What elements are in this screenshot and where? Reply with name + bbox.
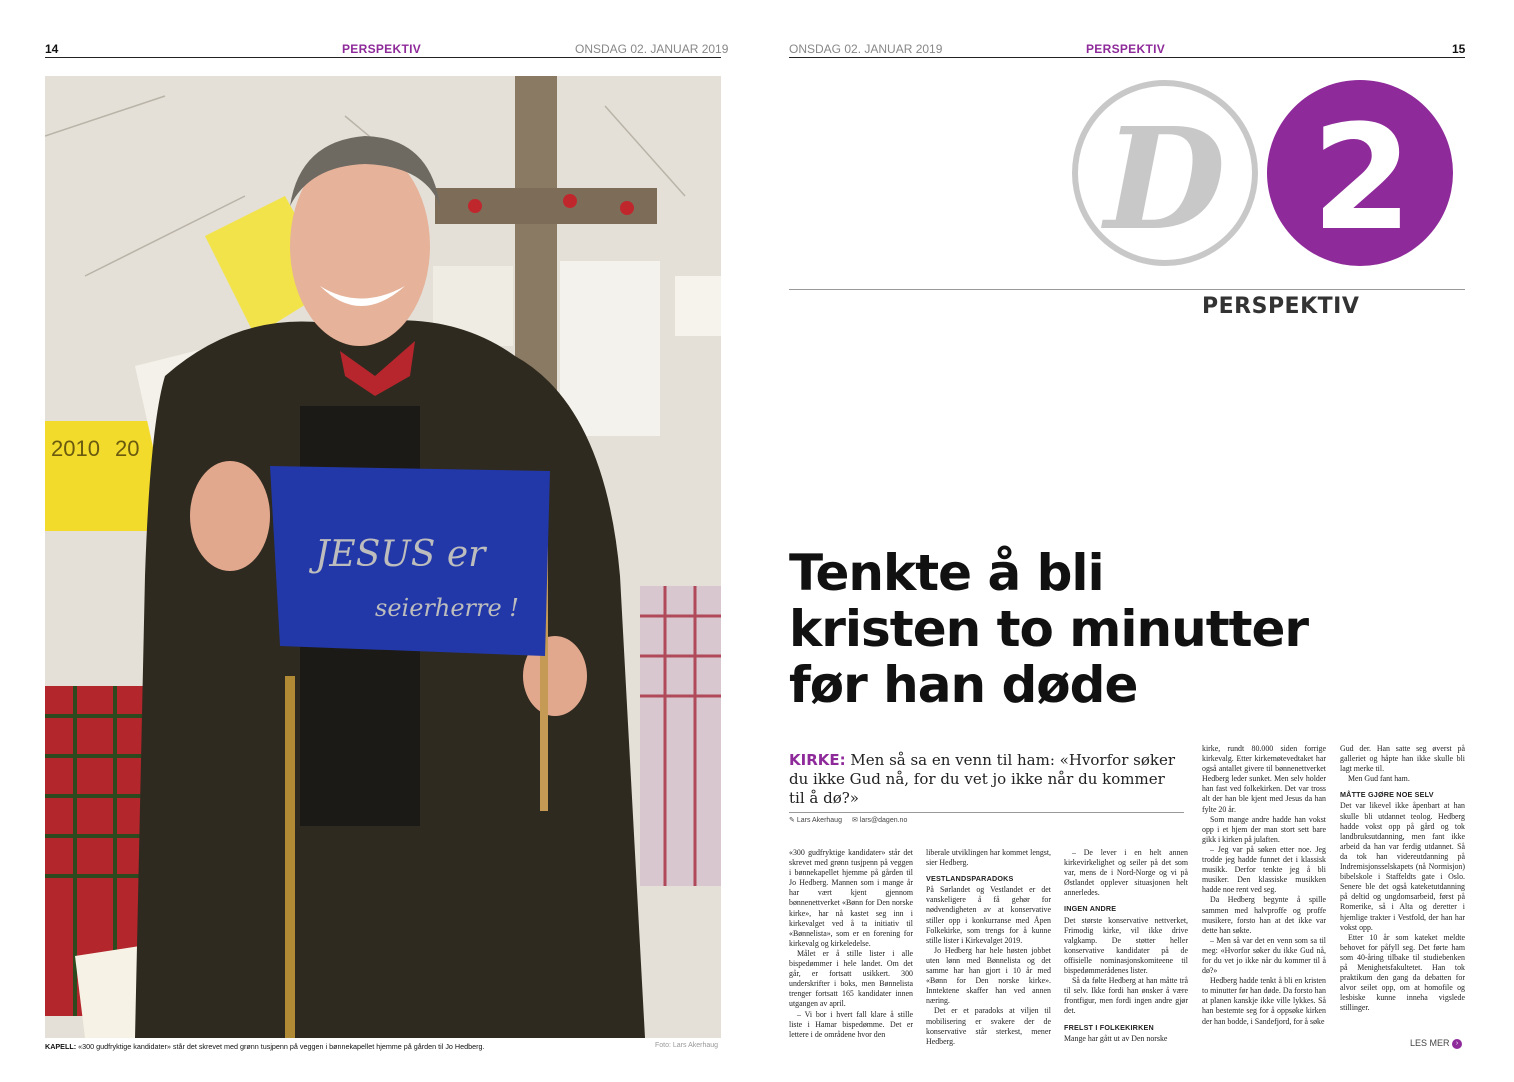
left-date: ONSDAG 02. JANUAR 2019 — [575, 42, 729, 56]
headline-line-2: kristen to minutter — [789, 600, 1309, 658]
paragraph: Hedberg hadde tenkt å bli en kristen to minutter før han døde. Da forsto han at planen kanskje ikke ville lykkes. Så han bestemte seg for å oppsøke kirken der han bodde, i Sandefjord, for å søke — [1202, 976, 1326, 1026]
right-page-number: 15 — [1452, 42, 1466, 56]
paragraph: kirke, rundt 80.000 siden forrige kirkevalg. Etter kirkemøtevedtaket har også antallet givere til bønnenettverket Hedberg leder sunket. Men selv holder han fast ved folkekirken. Det var tross alt der han ble kjent med Jesus da han fylte 20 år. — [1202, 744, 1326, 814]
article-column-2 — [926, 848, 1051, 1047]
flag-text-2: seierherre ! — [375, 594, 519, 622]
paragraph: – Men så var det en venn som sa til meg: «Hvorfor søker du ikke Gud nå, for du vet jo ikke når du kommer til å dø?» — [1202, 935, 1326, 976]
paragraph: Etter 10 år som kateket meldte behovet for påfyll seg. Det førte ham som 40-åring tilbake til studiebenken på Menighetsfakultetet. Han tok praktikum den gang da debatten for alvor seilet opp, om at homofile og lesbiske kunne inneha vigslede stillinger. — [1340, 932, 1465, 1013]
paragraph: Gud der. Han satte seg øverst på galleriet og håpte han ikke skulle bli lagt merke til. — [1340, 744, 1465, 774]
paragraph: Det var likevel ikke åpenbart at han skulle bli utdannet teolog. Hedberg hadde vokst opp på gård og tok landbruksutdanning, men fant ikke arbeid da han var ferdig utdannet. Så da tok han videreutdanning på Indremisjonsselskapets (nå Normisjon) bibelskole i Staffeldts gate i Oslo. Senere ble det også kateketutdanning på deltid og ungdomsarbeid, først på Romerike, så i Alta og deretter i hjemlige trakter i Vestfold, der han har vokst opp. — [1340, 801, 1465, 932]
paragraph: Mange har gått ut av Den norske — [1064, 1033, 1168, 1043]
photo-illustration — [45, 76, 721, 1038]
read-more-link[interactable] — [1410, 1038, 1462, 1049]
subheading: MÅTTE GJØRE NOE SELV — [1340, 790, 1434, 800]
paragraph: Målet er å stille lister i alle bispedømmer i hele landet. Om det går, er fortsatt usikkert. 300 underskrifter i boks, men Bønnelista trenger fortsatt 165 kandidater innen utgangen av april. — [789, 948, 913, 1009]
mail-icon: ✉ — [851, 817, 858, 824]
pen-icon: ✎ — [789, 817, 795, 824]
main-photo — [45, 76, 721, 1038]
paragraph: – Jeg var på søken etter noe. Jeg trodde jeg hadde funnet det i klassisk musikk. Derfor tenkte jeg å bli musiker. Den klassiske musikken hadde noe rent ved seg. — [1202, 844, 1326, 895]
headline — [789, 545, 1469, 713]
left-page-number: 14 — [45, 42, 59, 56]
flag-text-1: JESUS er — [315, 534, 486, 575]
paragraph: Da Hedberg begynte å spille sammen med halvproffe og proffe musikere, forsto han at det ikke var dette han søkte. — [1202, 895, 1326, 935]
article-column-3 — [1064, 848, 1188, 1044]
headline-line-3: før han døde — [789, 656, 1138, 714]
left-section-label: PERSPEKTIV — [342, 42, 422, 56]
logo-rule — [789, 289, 1465, 290]
subheading: FRELST I FOLKEKIRKEN — [1064, 1022, 1154, 1032]
right-date: ONSDAG 02. JANUAR 2019 — [789, 42, 943, 56]
caption-text: «300 gudfryktige kandidater» står det skrevet med grønn tusjpenn på veggen i bønnekapellet hjemme på gården til Jo Hedberg. — [78, 1042, 485, 1051]
subheading: INGEN ANDRE — [1064, 904, 1117, 914]
byline-email[interactable]: lars@dagen.no — [859, 817, 908, 824]
photo-credit: Foto: Lars Akerhaug — [655, 1042, 719, 1049]
article-column-4 — [1202, 744, 1326, 1027]
paragraph: Det er et paradoks at viljen til mobilisering er svakere der de konservative står sterkest, mener Hedberg. — [926, 1006, 1051, 1046]
paragraph: «300 gudfryktige kandidater» står det skrevet med grønn tusjpenn på veggen i bønnekapellet hjemme på gården til Jo Hedberg. Mannen som i mange år har vært kjent gjennom bønnenettverket «Bønn for Den norske kirke», har nå kastet seg inn i kirkevalget ved å ta initiativ til «Bønnelista», som er en forening for kirkevalg og kirkeledelse. — [789, 848, 913, 948]
paragraph: Men Gud fant ham. — [1348, 774, 1410, 784]
lede-kicker: KIRKE: — [789, 751, 846, 769]
read-more-label: LES MER — [1410, 1038, 1450, 1048]
lede-rule — [789, 812, 1184, 813]
right-section-label: PERSPEKTIV — [1086, 42, 1166, 56]
lede-text: Men så sa en venn til ham: «Hvorfor søker du ikke Gud nå, for du vet jo ikke når du kommer til å dø?» — [789, 751, 1175, 807]
paragraph: Jo Hedberg har hele høsten jobbet uten lønn med Bønnelista og det samme har han gjort i 10 år med «Bønn for Den norske kirke». Inntektene skaffer han ved annen næring. — [926, 945, 1051, 1006]
left-header-rule — [45, 57, 721, 58]
paragraph: – De lever i en helt annen kirkevirkelighet og seiler på det som var, mens de i Nord-Norge og vi på Østlandet opplever situasjonen helt annerledes. — [1064, 848, 1188, 898]
logo-number: 2 — [1311, 94, 1413, 263]
wall-year-1: 2010 — [51, 436, 100, 461]
article-column-1 — [789, 848, 913, 1040]
arrow-right-icon: › — [1452, 1039, 1462, 1049]
d2-logo-graphic — [1070, 78, 1455, 273]
photo-caption — [45, 1042, 645, 1051]
paragraph: Som mange andre hadde han vokst opp i et hjem der man stort sett bare gikk i kirken på julaften. — [1202, 814, 1326, 844]
logo-letter: D — [1104, 98, 1226, 262]
paragraph: Det største konservative nettverket, Frimodig kirke, vil ikke drive valgkamp. De støtter heller konservative kandidater på de offisielle nominasjonskomiteene til bispedømmerådenes lister. — [1064, 915, 1188, 976]
subheading: VESTLANDSPARADOKS — [926, 874, 1014, 884]
caption-label: KAPELL: — [45, 1042, 77, 1051]
d2-logo — [1070, 78, 1455, 273]
article-column-5 — [1340, 744, 1465, 1013]
paragraph: – Vi bor i hvert fall klare å stille liste i Hamar bispedømme. Det er lettere i de områdene hvor den — [789, 1009, 913, 1039]
headline-line-1: Tenkte å bli — [789, 544, 1104, 602]
byline — [789, 816, 907, 824]
byline-author: Lars Akerhaug — [796, 817, 842, 824]
lede — [789, 751, 1184, 808]
paragraph: På Sørlandet og Vestlandet er det vanskeligere å få gehør for nødvendigheten av at konservative stiller opp i konkurranse med Åpen Folkekirke, som trengs for å kunne stille lister i Kirkevalget 2019. — [926, 885, 1051, 945]
paragraph: liberale utviklingen har kommet lengst, sier Hedberg. — [926, 848, 1051, 868]
paragraph: Så da følte Hedberg at han måtte trå til selv. Ikke fordi han ønsker å være frontfigur, men fordi ingen andre gjør det. — [1064, 976, 1188, 1016]
wall-year-2: 20 — [115, 436, 140, 461]
right-header-rule — [789, 57, 1465, 58]
logo-section-label: PERSPEKTIV — [1202, 294, 1360, 319]
